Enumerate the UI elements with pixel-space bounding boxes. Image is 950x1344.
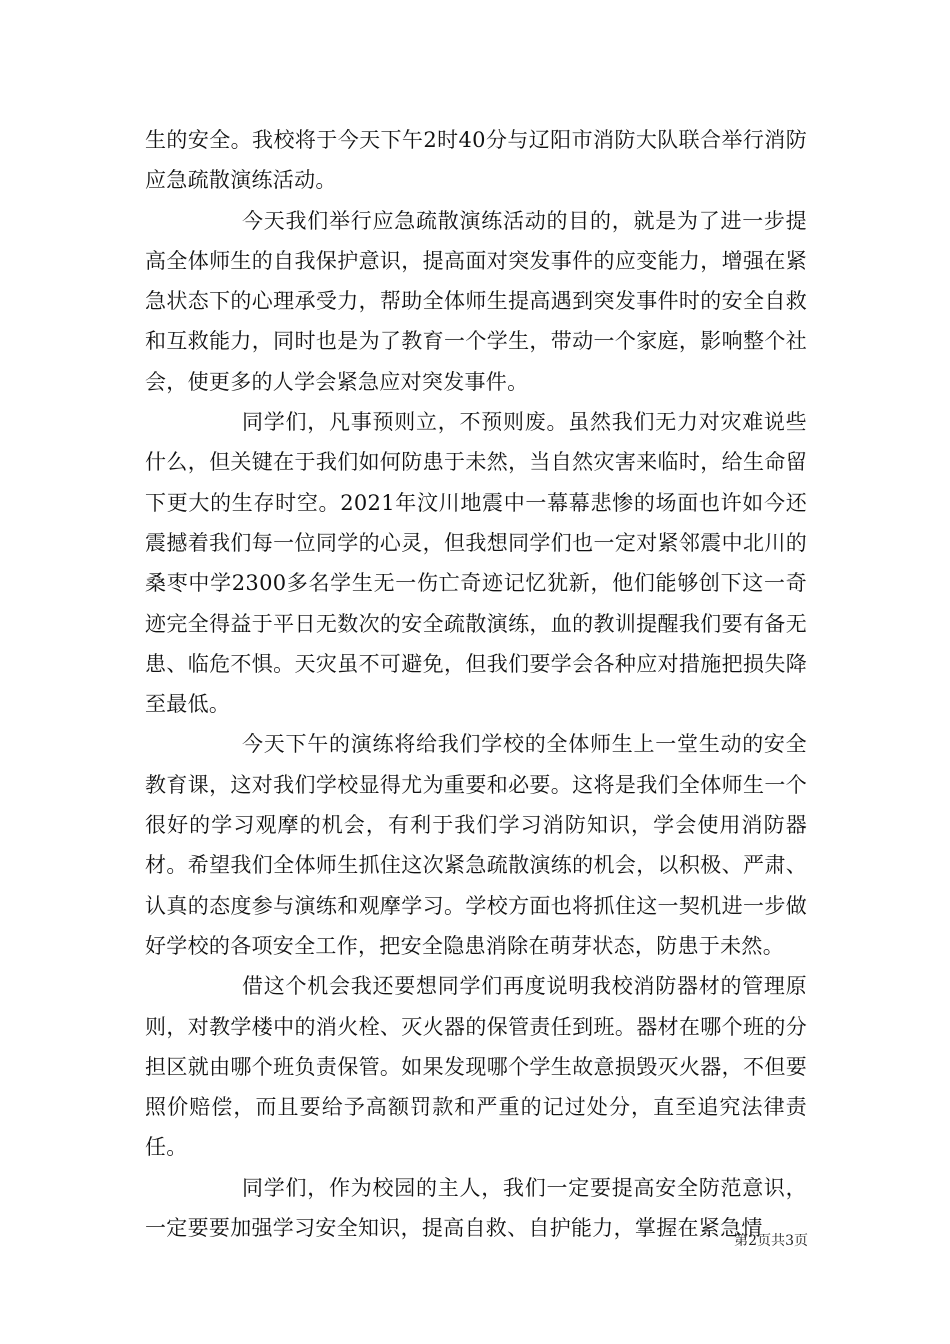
paragraph-safety-education: 今天下午的演练将给我们学校的全体师生上一堂生动的安全教育课，这对我们学校显得尤为重要和必要。这将是我们全体师生一个很好的学习观摩的机会，有利于我们学习消防知识，学会使用消防器材。希望我们全体师生抓住这次紧急疏散演练的机会，以积极、严肃、认真的态度参与演练和观摩学习。学校方面也将抓住这一契机进一步做好学校的各项安全工作，把安全隐患消除在萌芽状态，防患于未然。: [145, 732, 807, 958]
document-body: [145, 120, 807, 1248]
page-number: 第2页共3页: [734, 1233, 808, 1249]
paragraph-drill-purpose: 今天我们举行应急疏散演练活动的目的，就是为了进一步提高全体师生的自我保护意识，提高面对突发事件的应变能力，增强在紧急状态下的心理承受力，帮助全体师生提高遇到突发事件时的安全自救和互救能力，同时也是为了教育一个学生，带动一个家庭，影响整个社会，使更多的人学会紧急应对突发事件。: [145, 208, 807, 394]
paragraph-equipment-rules: 借这个机会我还要想同学们再度说明我校消防器材的管理原则，对教学楼中的消火栓、灭火器的保管责任到班。器材在哪个班的分担区就由哪个班负责保管。如果发现哪个学生故意损毁灭火器，不但要照价赔偿，而且要给予高额罚款和严重的记过处分，直至追究法律责任。: [145, 974, 807, 1160]
paragraph-call-to-action: 同学们，作为校园的主人，我们一定要提高安全防范意识，一定要要加强学习安全知识，提高自救、自护能力，掌握在紧急情: [145, 1175, 807, 1241]
paragraph-earthquake-lesson: 同学们，凡事预则立，不预则废。虽然我们无力对灾难说些什么，但关键在于我们如何防患于未然，当自然灾害来临时，给生命留下更大的生存时空。2021年汶川地震中一幕幕悲惨的场面也许如今还震撼着我们每一位同学的心灵，但我想同学们也一定对紧邻震中北川的桑枣中学2300多名学生无一伤亡奇迹记忆犹新，他们能够创下这一奇迹完全得益于平日无数次的安全疏散演练，血的教训提醒我们要有备无患、临危不惧。天灾虽不可避免，但我们要学会各种应对措施把损失降至最低。: [145, 410, 807, 717]
paragraph-continued: 生的安全。我校将于今天下午2时40分与辽阳市消防大队联合举行消防应急疏散演练活动。: [145, 128, 807, 193]
